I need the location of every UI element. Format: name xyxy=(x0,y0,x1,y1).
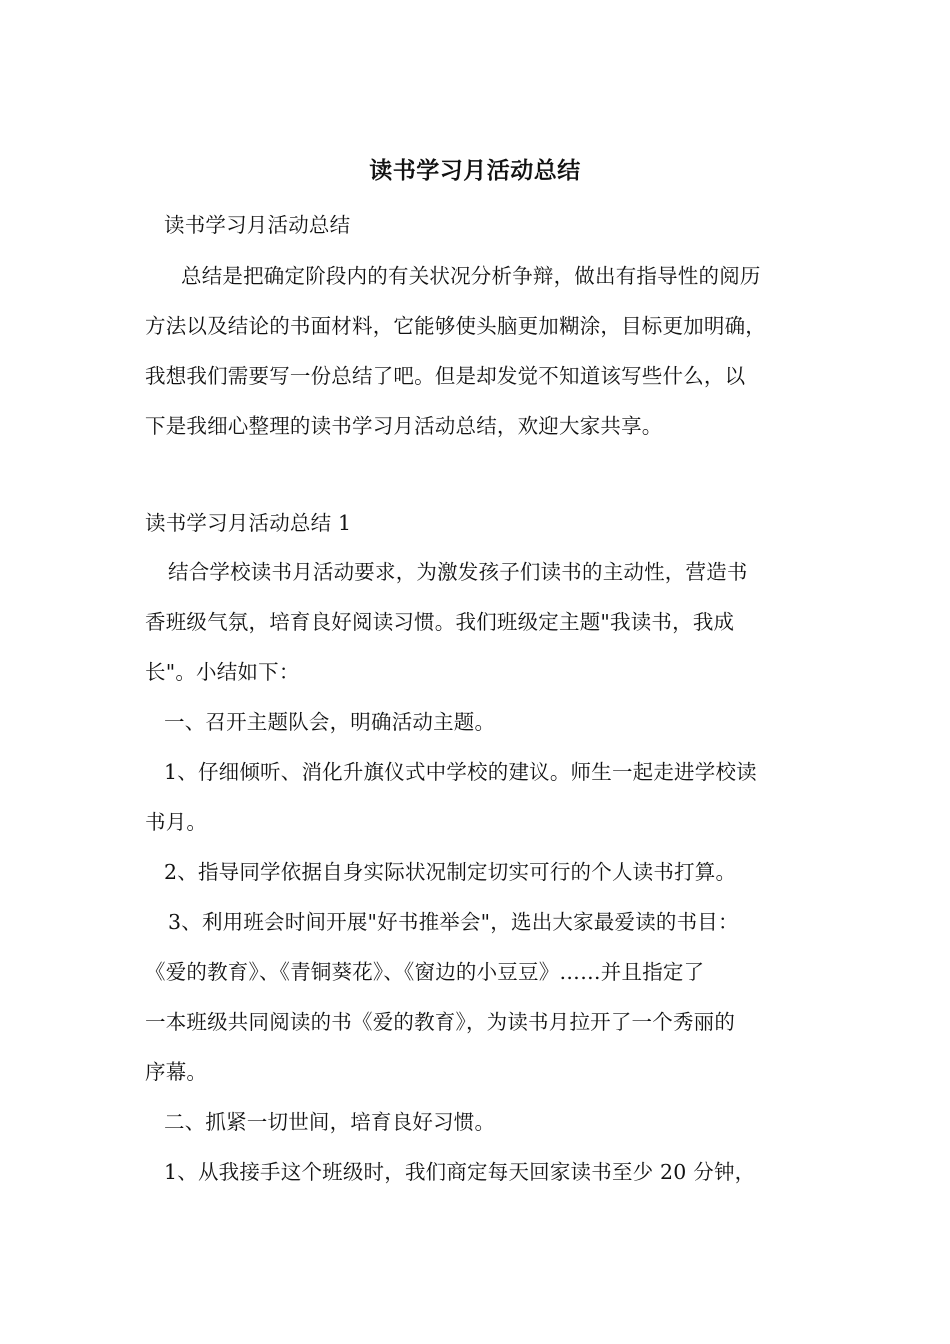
list-item: 《爱的教育》、《青铜葵花》、《窗边的小豆豆》……并且指定了 xyxy=(145,960,705,984)
paragraph-line: 我想我们需要写一份总结了吧。但是却发觉不知道该写些什么，以 xyxy=(145,364,746,388)
list-item: 1、从我接手这个班级时，我们商定每天回家读书至少 20 分钟， xyxy=(164,1160,756,1184)
paragraph-line: 长"。小结如下： xyxy=(145,660,300,684)
list-heading: 一、召开主题队会，明确活动主题。 xyxy=(164,710,496,734)
document-title: 读书学习月活动总结 xyxy=(369,157,581,184)
list-item: 序幕。 xyxy=(145,1060,208,1084)
paragraph-line: 结合学校读书月活动要求，为激发孩子们读书的主动性，营造书 xyxy=(168,560,748,584)
section-heading: 读书学习月活动总结 1 xyxy=(145,511,352,535)
list-item: 一本班级共同阅读的书《爱的教育》，为读书月拉开了一个秀丽的 xyxy=(145,1010,736,1034)
subtitle-line: 读书学习月活动总结 xyxy=(164,213,351,237)
paragraph-line: 方法以及结论的书面材料，它能够使头脑更加糊涂，目标更加明确， xyxy=(145,314,766,338)
list-item: 1、仔细倾听、消化升旗仪式中学校的建议。师生一起走进学校读 xyxy=(164,760,757,784)
paragraph-line: 总结是把确定阶段内的有关状况分析争辩，做出有指导性的阅历 xyxy=(181,264,761,288)
list-item: 3、利用班会时间开展"好书推举会"，选出大家最爱读的书目： xyxy=(168,910,739,934)
list-heading: 二、抓紧一切世间，培育良好习惯。 xyxy=(164,1110,496,1134)
paragraph-line: 下是我细心整理的读书学习月活动总结，欢迎大家共享。 xyxy=(145,414,663,438)
paragraph-line: 香班级气氛，培育良好阅读习惯。我们班级定主题"我读书，我成 xyxy=(145,610,735,634)
list-item: 2、指导同学依据自身实际状况制定切实可行的个人读书打算。 xyxy=(164,860,737,884)
list-item: 书月。 xyxy=(145,810,208,834)
